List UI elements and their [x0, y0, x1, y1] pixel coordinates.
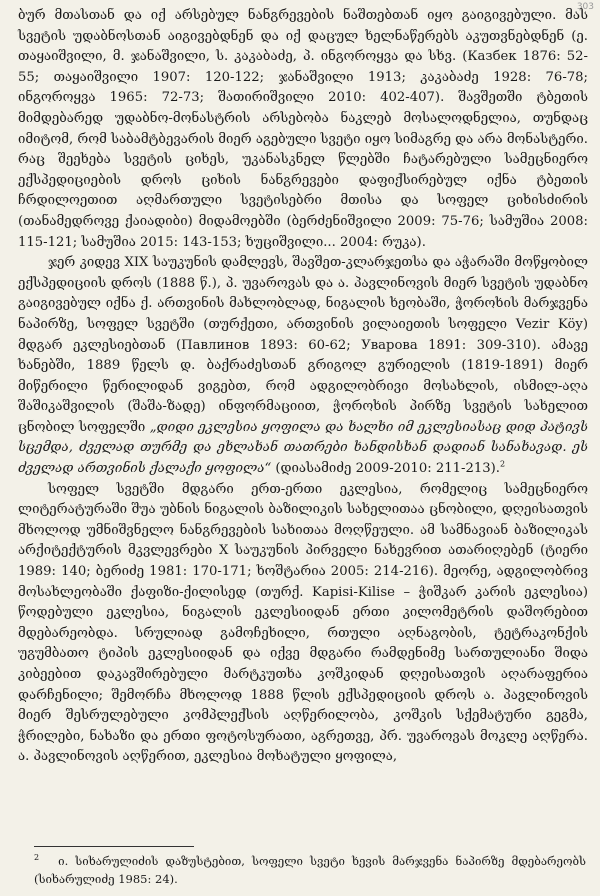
- page-number: 303: [576, 2, 594, 12]
- quotation-text: „დიდი ეკლესია ყოფილა და ხალხი იმ ეკლესიასაც დიდ პატივს სცემდა, ძველად თურმე და ეხლახან თათრები ხანდისხან დადიან სანახავად. ეს ძველად ართვინის ქალაქი ყოფილა“: [18, 419, 588, 477]
- paragraph-text: ჯერ კიდევ XIX საუკუნის დამლევს, შავშეთ-კლარჯეთსა და აჭარაში მოწყობილ ექსპედიციის დროს (1888 წ.), პ. უვაროვას და ა. პავლინოვის მიერ სვეტის უდაბნო გაიგივებულ იქნა ქ. ართვინის მახლობლად, ნიგალის ხეობაში, ჭოროხის მარჯვენა ნაპირზე, სოფელ სვეტში (თურქეთი, ართვინის ვილაიეთის სოფელი Vezir Köy) მდგარ ეკლესიებთან (Павлинов 1893: 60-62; Уварова 1891: 309-310). ამავე ხანებში, 1889 წელს დ. ბაქრაძესთან გრიგოლ გურიელის (1819-1891) მიერ მიწერილი წერილიდან ვიგებთ, რომ ადგილობრივი მოსახლის, ისმილ-აღა შაშიკაშვილის (შაშა-ზადე) ინფორმაციით, ჭოროხის პირზე სვეტის სახელით ცნობილ სოფელში: [18, 255, 588, 435]
- paragraph: [18, 480, 588, 768]
- paragraph-text: (დიასამიძე 2009-2010: 211-213).: [271, 461, 500, 477]
- footnote-reference: 2: [499, 459, 506, 469]
- paragraph: [18, 6, 588, 253]
- footnote-number: 2: [34, 853, 40, 863]
- paragraph-text: სოფელ სვეტში მდგარი ერთ-ერთი ეკლესია, რომელიც სამეცნიერო ლიტერატურაში შუა უბნის ნიგალის ბაზილიკის სახელითაა ცნობილი, დღეისათვის მხოლოდ უმნიშვნელო ნანგრევების სახითაა მოღწეული. ამ სამნავიან ბაზილიკას არქიტექტურის მკვლევრები X საუკუნის პირველი ნახევრით ათარიღებენ (ტიერი 1989: 140; ბერიძე 1981: 170-171; ხოშტარია 2005: 214-216). მეორე, ადგილობრივ მოსახლეობაში ქაფიზი-ქილისედ (თურქ. Kapisi-Kilise – ჭიშკარ კარის ეკლესია) წოდებული ეკლესია, ნიგალის ეკლესიიდან ერთი კილომეტრის დაშორებით მდებარეობდა. სრულიად გამოჩეხილი, რთული აღნაგობის, ტეტრაკონქის უგუმბათო ტიპის ეკლესიიდან და იქვე მდგარი რამდენიმე სართულიანი შიდა კიბეებით დაკავშირებული მარტკუთხა კოშკიდან დღეისათვის აღარაფერია დარჩენილი; შემორჩა მხოლოდ 1888 წლის ექსპედიციის დროს ა. პავლინოვის მიერ შესრულებული კომპლექსის აღწერილობა, კოშკის სქემატური გეგმა, ჭრილები, ნახაზი და ერთი ფოტოსურათი, აგრეთვე, პრ. უვაროვას მოკლე აღწერა. ა. პავლინოვის აღწერით, ეკლესია მოხატული ყოფილა,: [18, 481, 588, 765]
- paragraph: [18, 253, 588, 480]
- footnote-separator: [34, 846, 194, 847]
- footnote: [34, 852, 586, 888]
- paragraph-text: ბურ მთასთან და იქ არსებულ ნანგრევების ნაშთებთან იყო გაიგივებული. მას სვეტის უდაბნოსთან აიგივებდნენ და იქ დაცულ ხელნაწერებს აკუთვნებდნენ (ე. თაყაიშვილი, მ. ჯანაშვილი, ს. კაკაბაძე, პ. ინგოროყვა და სხვ. (Казбек 1876: 52-55; თაყაიშვილი 1907: 120-122; ჯანაშვილი 1913; კაკაბაძე 1928: 76-78; ინგოროყვა 1965: 72-73; შათირიშვილი 2010: 402-407). შავშეთში ტბეთის მიმდებარედ უდაბნო-მონასტრის არსებობა ნაკლებ მოსალოდნელია, თუნდაც იმიტომ, რომ საბამტბევარის მიერ აგებული სვეტი იყო სიმაგრე და არა მონასტერი. რაც შეეხება სვეტის ციხეს, უკანასკნელ წლებში ჩატარებული სამეცნიერო ექსპედიციების დროს ციხის ნანგრევები დაფიქსირებულ იქნა ტბეთის ჩრდილოეთით აღმართული სვეტისებრი მთისა და სოფელ ციხისძირის (თანამედროვე ქაიადიბი) მიდამოებში (ბერძენიშვილი 2009: 75-76; სამუშია 2008: 115-121; სამუშია 2015: 143-153; ხუციშვილი... 2004: რუკა).: [18, 8, 588, 250]
- footnote-text: ი. სიხარულიძის დაზუსტებით, სოფელი სვეტი ხევის მარჯვენა ნაპირზე მდებარეობს (სიხარულიძე 1985: 24).: [34, 854, 587, 886]
- main-text: [18, 6, 588, 768]
